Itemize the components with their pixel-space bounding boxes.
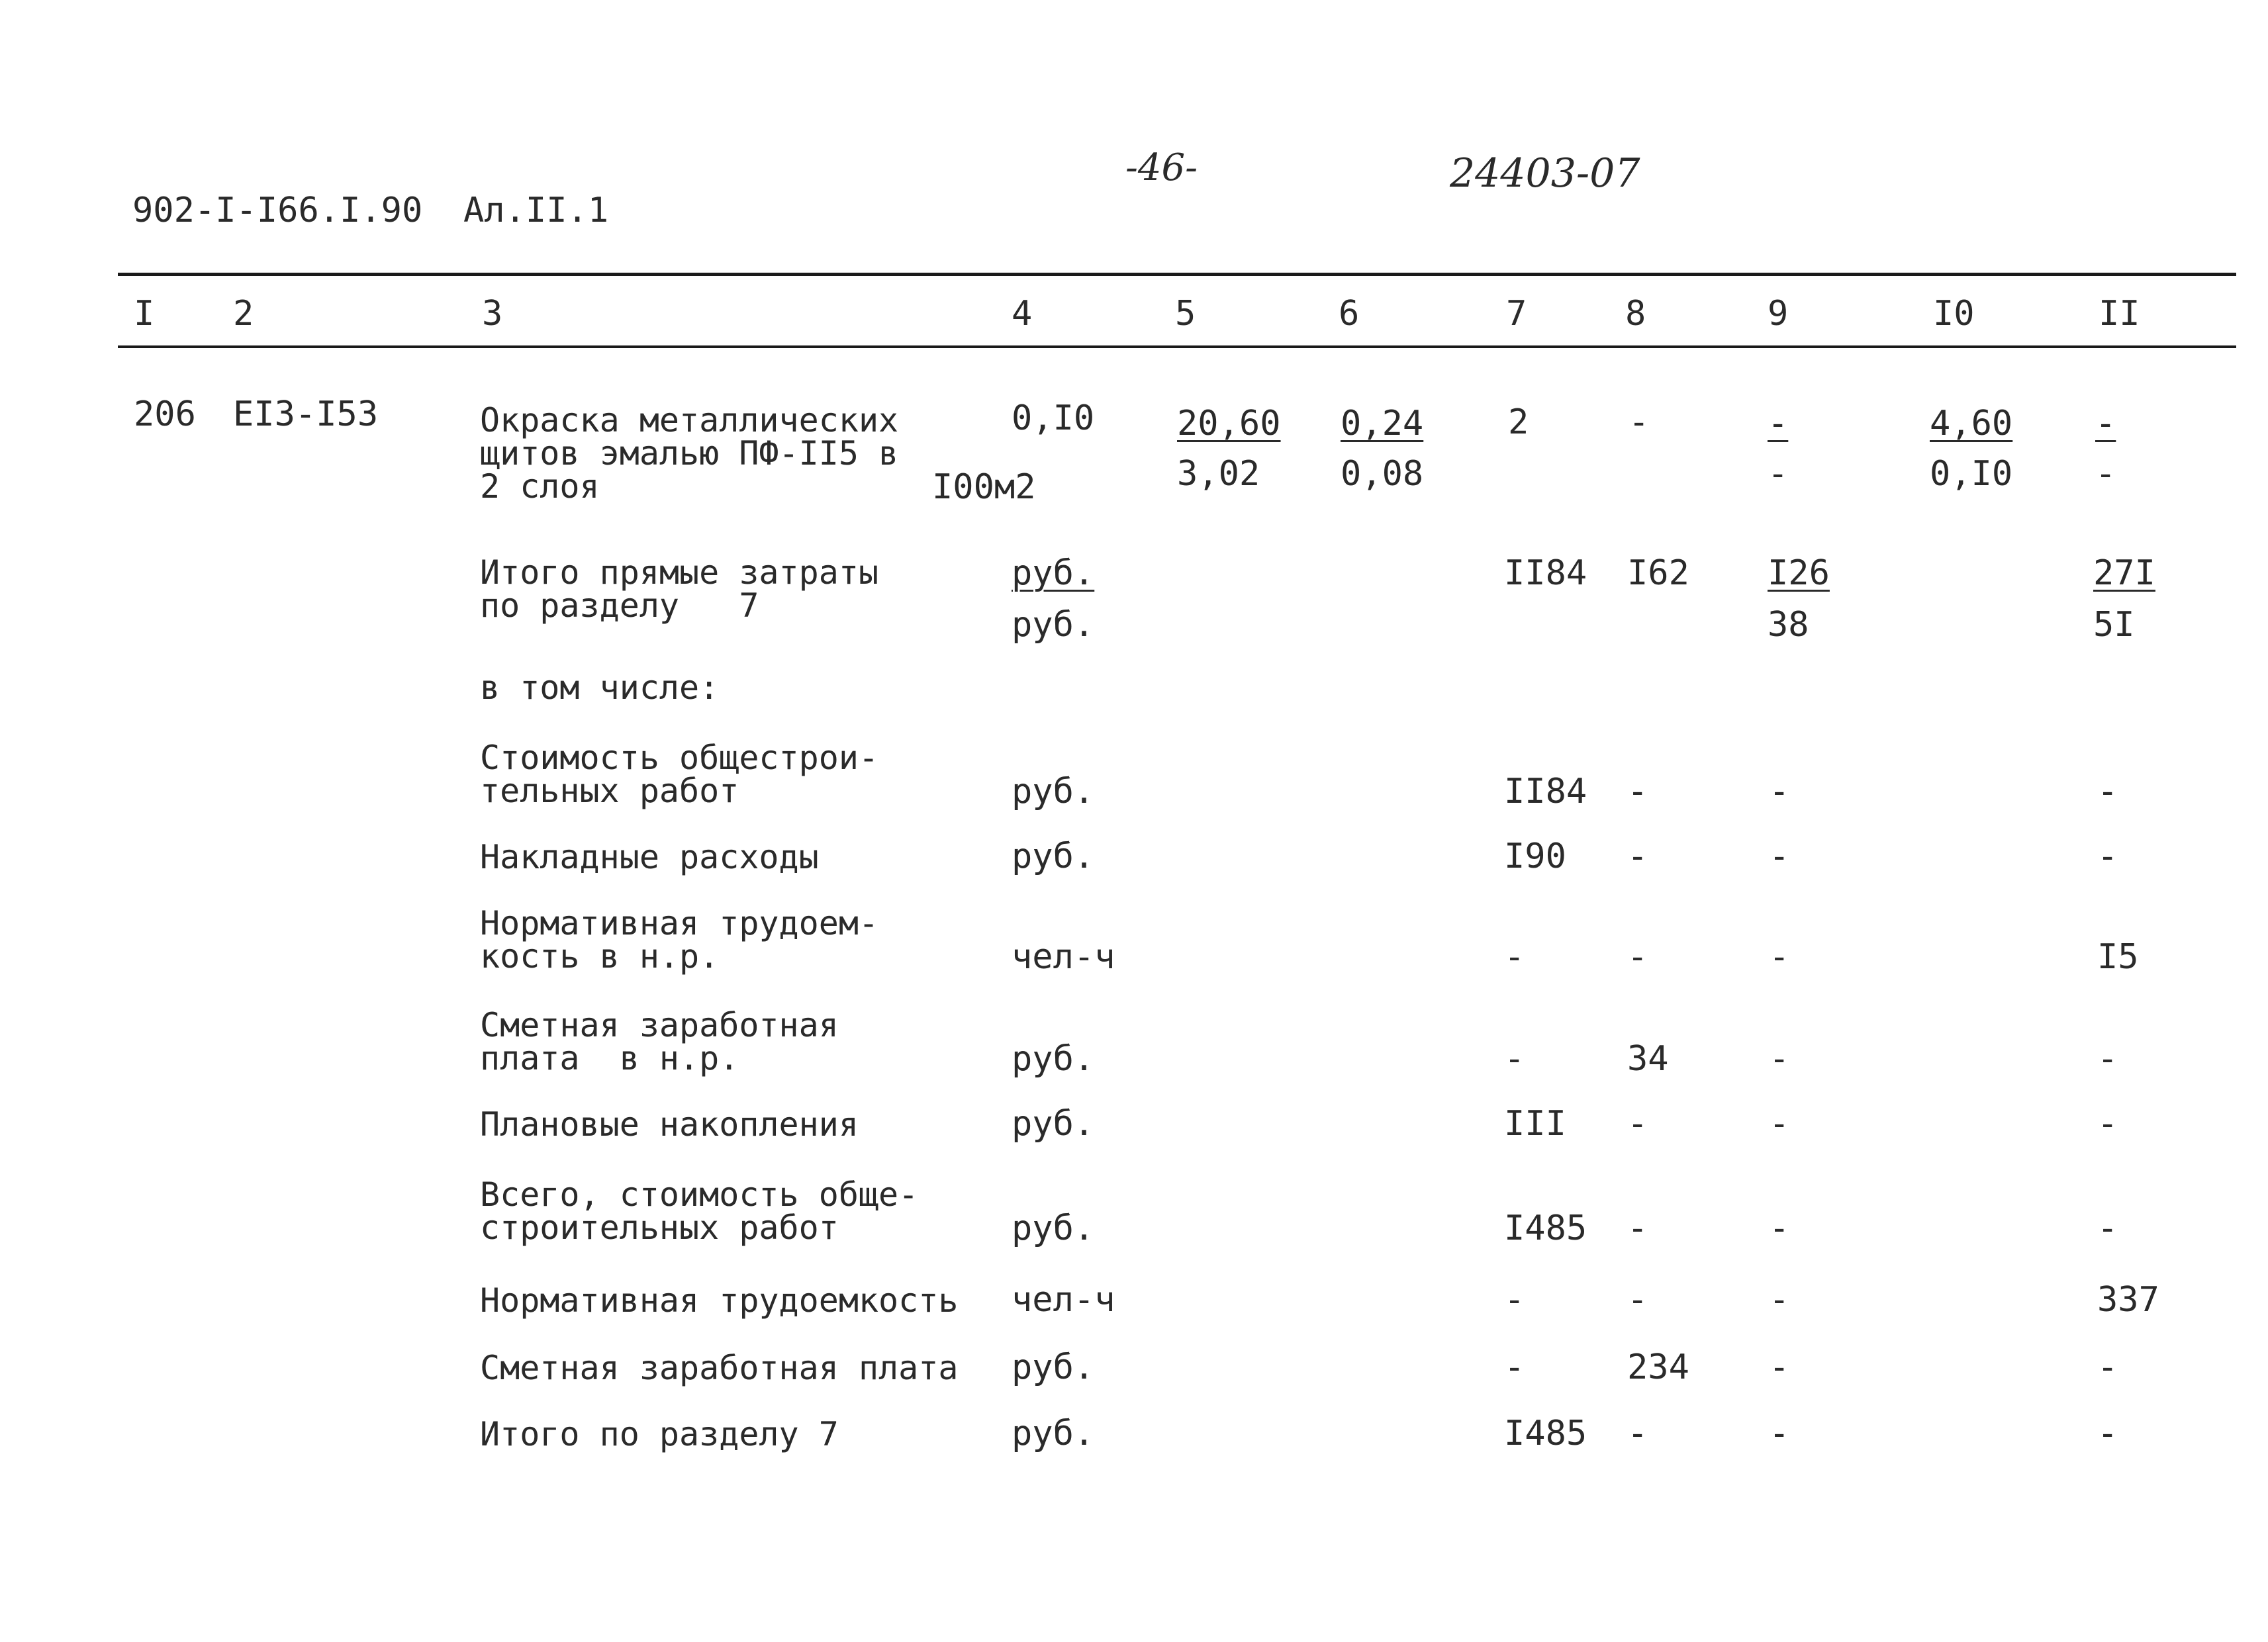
- item-col9-top: -: [1768, 404, 1789, 443]
- breakdown-unit: руб.: [1012, 1039, 1095, 1079]
- col-head-6: 6: [1339, 294, 1360, 334]
- breakdown-col7: II84: [1504, 772, 1587, 811]
- breakdown-unit: руб.: [1012, 772, 1095, 811]
- table-top-rule: [118, 273, 2236, 276]
- item-number: 206: [134, 394, 196, 434]
- breakdown-col8: -: [1627, 772, 1648, 811]
- breakdown-col9: -: [1769, 1209, 1790, 1248]
- breakdown-label-line: Сметная заработная: [480, 1006, 839, 1044]
- breakdown-label-line: Нормативная трудоем-: [480, 904, 879, 942]
- breakdown-unit: чел-ч: [1012, 1280, 1115, 1320]
- total-direct-col11-top: 27I: [2093, 553, 2155, 593]
- breakdown-unit: руб.: [1012, 1209, 1095, 1248]
- col-head-5: 5: [1175, 294, 1196, 334]
- breakdown-label-line: тельных работ: [480, 772, 739, 810]
- item-col5-top: 20,60: [1177, 404, 1281, 443]
- breakdown-label-line: кость в н.р.: [480, 937, 720, 976]
- breakdown-col9: -: [1769, 1347, 1790, 1387]
- table-header-rule: [118, 345, 2236, 348]
- breakdown-col11: -: [2097, 1414, 2118, 1453]
- col-head-1: I: [134, 294, 155, 334]
- item-col11-top: -: [2095, 404, 2116, 443]
- breakdown-col8: -: [1627, 837, 1648, 876]
- col-head-7: 7: [1506, 294, 1527, 334]
- breakdown-col9: -: [1769, 1414, 1790, 1453]
- breakdown-col8: -: [1627, 1104, 1648, 1144]
- col-head-2: 2: [233, 294, 254, 334]
- item-col7: 2: [1508, 402, 1529, 442]
- breakdown-col7: I485: [1504, 1209, 1587, 1248]
- item-col6-top: 0,24: [1341, 404, 1424, 443]
- doc-code: 902-I-I66.I.90: [132, 191, 423, 230]
- breakdown-unit: руб.: [1012, 1347, 1095, 1387]
- breakdown-col9: -: [1769, 1104, 1790, 1144]
- breakdown-unit: чел-ч: [1012, 937, 1115, 977]
- breakdown-label-line: строительных работ: [480, 1209, 839, 1247]
- total-direct-col9-top: I26: [1768, 553, 1830, 593]
- item-description-line-1: Окраска металлических: [480, 401, 899, 439]
- breakdown-label-line: Плановые накопления: [480, 1105, 859, 1144]
- item-col11-bottom: -: [2095, 454, 2116, 494]
- breakdown-col7: I90: [1504, 837, 1566, 876]
- page-number: -46-: [1125, 146, 1198, 189]
- sheet-number: Ал.II.1: [463, 191, 609, 230]
- total-direct-unit-top: руб.: [1012, 553, 1095, 593]
- breakdown-col7: I485: [1504, 1414, 1587, 1453]
- item-col10-bottom: 0,I0: [1930, 454, 2013, 494]
- item-quantity: 0,I0: [1012, 398, 1095, 438]
- breakdown-label-line: Накладные расходы: [480, 838, 819, 876]
- total-direct-col8: I62: [1627, 553, 1689, 593]
- breakdown-label-line: Всего, стоимость обще-: [480, 1175, 919, 1214]
- col-head-10: I0: [1933, 294, 1975, 334]
- breakdown-col7: -: [1504, 1347, 1525, 1387]
- breakdown-col8: -: [1627, 1414, 1648, 1453]
- col-head-4: 4: [1012, 294, 1033, 334]
- breakdown-label-line: плата в н.р.: [480, 1039, 739, 1077]
- breakdown-col8: -: [1627, 937, 1648, 977]
- breakdown-label-line: Сметная заработная плата: [480, 1349, 959, 1387]
- total-direct-col7: II84: [1504, 553, 1587, 593]
- breakdown-col11: -: [2097, 772, 2118, 811]
- breakdown-col11: -: [2097, 1104, 2118, 1144]
- breakdown-col7: -: [1504, 1280, 1525, 1320]
- breakdown-col11: I5: [2097, 937, 2139, 977]
- col-head-9: 9: [1768, 294, 1789, 334]
- archive-number: 24403-07: [1450, 150, 1640, 197]
- col-head-8: 8: [1625, 294, 1646, 334]
- breakdown-col11: -: [2097, 837, 2118, 876]
- item-col5-bottom: 3,02: [1177, 454, 1260, 494]
- breakdown-unit: руб.: [1012, 837, 1095, 876]
- item-unit: I00м2: [932, 467, 1036, 507]
- breakdown-col7: -: [1504, 937, 1525, 977]
- total-direct-col9-bottom: 38: [1768, 605, 1809, 645]
- item-col8: -: [1629, 402, 1650, 442]
- breakdown-col11: -: [2097, 1209, 2118, 1248]
- breakdown-col8: -: [1627, 1209, 1648, 1248]
- total-direct-label-line-1: Итого прямые затраты: [480, 553, 879, 592]
- breakdown-col7: III: [1504, 1104, 1566, 1144]
- item-description-line-2: щитов эмалью ПФ-II5 в: [480, 434, 899, 473]
- breakdown-col9: -: [1769, 837, 1790, 876]
- breakdown-col8: -: [1627, 1280, 1648, 1320]
- col-head-3: 3: [482, 294, 503, 334]
- item-col6-bottom: 0,08: [1341, 454, 1424, 494]
- breakdown-col9: -: [1769, 1280, 1790, 1320]
- breakdown-label-line: Итого по разделу 7: [480, 1415, 839, 1453]
- total-direct-label-line-2: по разделу 7: [480, 586, 759, 625]
- breakdown-label-line: Стоимость общестрои-: [480, 739, 879, 777]
- item-col10-top: 4,60: [1930, 404, 2013, 443]
- col-head-11: II: [2099, 294, 2140, 334]
- breakdown-col9: -: [1769, 1039, 1790, 1079]
- breakdown-col11: -: [2097, 1039, 2118, 1079]
- breakdown-col11: 337: [2097, 1280, 2159, 1320]
- total-direct-unit-bottom: руб.: [1012, 605, 1095, 645]
- breakdown-col8: 34: [1627, 1039, 1669, 1079]
- including-label: в том числе:: [480, 668, 720, 707]
- total-direct-col11-bottom: 5I: [2093, 605, 2135, 645]
- breakdown-col7: -: [1504, 1039, 1525, 1079]
- breakdown-col11: -: [2097, 1347, 2118, 1387]
- breakdown-col9: -: [1769, 937, 1790, 977]
- item-col9-bottom: -: [1768, 454, 1789, 494]
- item-description-line-3: 2 слоя: [480, 467, 600, 506]
- breakdown-label-line: Нормативная трудоемкость: [480, 1281, 959, 1320]
- breakdown-unit: руб.: [1012, 1414, 1095, 1453]
- item-code: EI3-I53: [233, 394, 379, 434]
- breakdown-col9: -: [1769, 772, 1790, 811]
- breakdown-unit: руб.: [1012, 1104, 1095, 1144]
- breakdown-col8: 234: [1627, 1347, 1689, 1387]
